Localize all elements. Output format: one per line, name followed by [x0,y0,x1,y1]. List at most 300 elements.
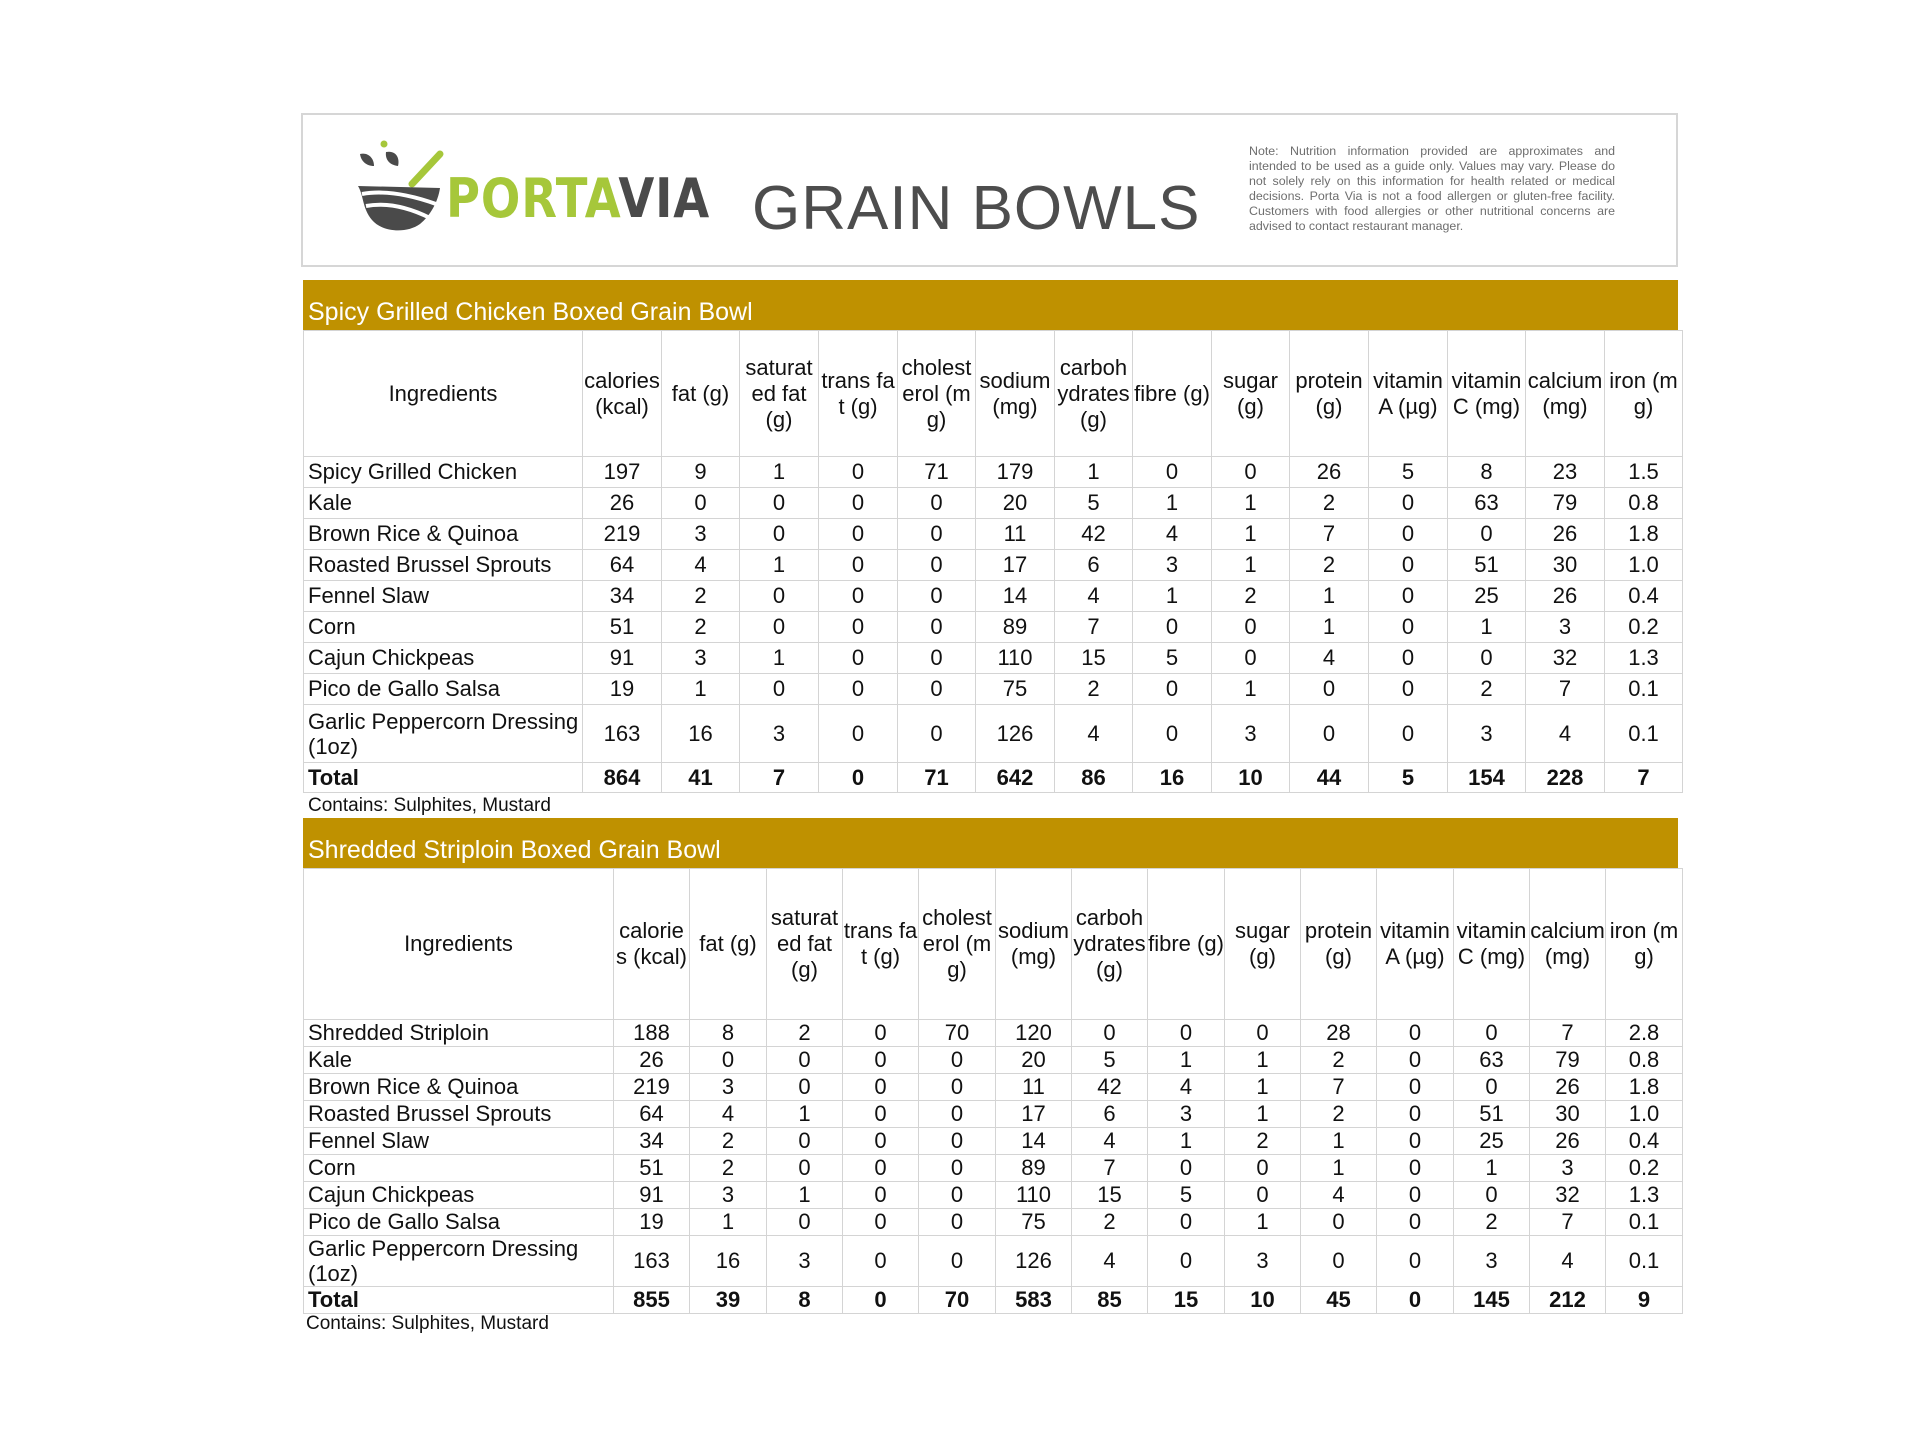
nutrition-table [303,330,1683,793]
nutrient-value: 63 [1454,1047,1530,1074]
column-header: sodium (mg) [976,331,1055,457]
nutrient-value: 1 [1133,581,1212,612]
table-row [304,1209,1683,1236]
nutrient-value: 1 [1301,1128,1377,1155]
total-cell: 0 [819,763,898,793]
nutrient-value: 1.3 [1606,1182,1683,1209]
nutrient-value: 126 [996,1236,1072,1287]
nutrient-value: 6 [1072,1101,1148,1128]
nutrient-value: 5 [1133,643,1212,674]
nutrient-value: 1 [740,550,819,581]
nutrient-value: 0 [843,1128,919,1155]
nutrient-value: 1 [1454,1155,1530,1182]
nutrient-value: 70 [919,1020,996,1047]
nutrient-value: 89 [976,612,1055,643]
nutrient-value: 0 [1133,457,1212,488]
nutrient-value: 0.2 [1605,612,1683,643]
nutrient-value: 14 [976,581,1055,612]
nutrient-value: 0.4 [1605,581,1683,612]
nutrient-value: 0.1 [1605,705,1683,763]
nutrient-value: 1 [1225,1074,1301,1101]
nutrient-value: 2 [1290,488,1369,519]
nutrient-value: 0 [1377,1101,1454,1128]
column-header: carbohydrates (g) [1055,331,1133,457]
nutrient-value: 15 [1072,1182,1148,1209]
nutrient-value: 0 [843,1155,919,1182]
total-cell: 145 [1454,1287,1530,1314]
nutrient-value: 75 [996,1209,1072,1236]
column-header: calcium (mg) [1530,869,1606,1020]
nutrient-value: 17 [996,1101,1072,1128]
column-header: protein (g) [1290,331,1369,457]
nutrient-value: 64 [614,1101,690,1128]
nutrient-value: 1 [1290,612,1369,643]
nutrient-value: 1 [690,1209,767,1236]
nutrient-value: 2 [690,1155,767,1182]
nutrient-value: 0 [1148,1155,1225,1182]
nutrient-value: 188 [614,1020,690,1047]
nutrient-value: 0 [767,1047,843,1074]
nutrient-value: 4 [1530,1236,1606,1287]
total-cell: 71 [898,763,976,793]
nutrient-value: 126 [976,705,1055,763]
nutrient-value: 163 [583,705,662,763]
column-header: fibre (g) [1148,869,1225,1020]
nutrient-value: 0 [819,550,898,581]
nutrient-value: 2.8 [1606,1020,1683,1047]
nutrient-value: 89 [996,1155,1072,1182]
nutrient-value: 0 [819,457,898,488]
nutrient-value: 3 [1212,705,1290,763]
nutrient-value: 75 [976,674,1055,705]
nutrient-value: 1 [1290,581,1369,612]
nutrient-value: 3 [1148,1101,1225,1128]
nutrient-value: 7 [1530,1209,1606,1236]
nutrient-value: 1 [740,643,819,674]
table-row [304,705,1683,763]
total-cell: 44 [1290,763,1369,793]
nutrient-value: 1 [740,457,819,488]
nutrient-value: 0 [1148,1209,1225,1236]
total-label: Total [304,763,583,793]
nutrient-value: 16 [690,1236,767,1287]
column-header: saturated fat (g) [740,331,819,457]
nutrient-value: 2 [662,581,740,612]
nutrient-value: 2 [1212,581,1290,612]
nutrient-value: 5 [1369,457,1448,488]
nutrient-value: 0 [1290,705,1369,763]
nutrient-value: 11 [996,1074,1072,1101]
column-header: trans fat (g) [819,331,898,457]
nutrient-value: 26 [583,488,662,519]
total-cell: 70 [919,1287,996,1314]
nutrient-value: 197 [583,457,662,488]
nutrient-value: 34 [583,581,662,612]
nutrient-value: 0 [1133,674,1212,705]
column-header: calories (kcal) [583,331,662,457]
nutrient-value: 0 [843,1236,919,1287]
nutrient-value: 0 [1212,457,1290,488]
nutrient-value: 19 [614,1209,690,1236]
column-header: sodium (mg) [996,869,1072,1020]
ingredient-name: Garlic Peppercorn Dressing (1oz) [304,705,583,763]
nutrient-value: 3 [1526,612,1605,643]
nutrient-value: 1 [1448,612,1526,643]
nutrient-value: 0 [1377,1020,1454,1047]
table-row [304,1101,1683,1128]
nutrient-value: 0 [1301,1236,1377,1287]
total-cell: 642 [976,763,1055,793]
nutrient-value: 7 [1055,612,1133,643]
nutrient-value: 0 [819,705,898,763]
brand-logo [356,138,711,248]
ingredient-name: Spicy Grilled Chicken [304,457,583,488]
total-cell: 864 [583,763,662,793]
nutrient-value: 0 [919,1236,996,1287]
column-header: Ingredients [304,331,583,457]
nutrient-value: 3 [690,1182,767,1209]
nutrient-value: 1.5 [1605,457,1683,488]
ingredient-name: Kale [304,488,583,519]
nutrient-value: 0 [1369,550,1448,581]
nutrient-value: 0 [740,581,819,612]
nutrient-value: 0 [767,1209,843,1236]
nutrient-value: 63 [1448,488,1526,519]
nutrient-value: 71 [898,457,976,488]
nutrient-value: 7 [1290,519,1369,550]
nutrient-value: 0 [767,1128,843,1155]
nutrient-value: 4 [1072,1128,1148,1155]
nutrient-value: 2 [1072,1209,1148,1236]
nutrient-value: 2 [1055,674,1133,705]
total-cell: 228 [1526,763,1605,793]
nutrient-value: 11 [976,519,1055,550]
nutrient-value: 179 [976,457,1055,488]
nutrient-value: 4 [1055,705,1133,763]
total-cell: 10 [1212,763,1290,793]
nutrient-value: 0 [898,612,976,643]
nutrient-value: 4 [1290,643,1369,674]
nutrient-value: 0 [1072,1020,1148,1047]
nutrient-value: 3 [662,643,740,674]
nutrient-value: 0 [1148,1236,1225,1287]
table-row [304,674,1683,705]
nutrient-value: 0 [662,488,740,519]
nutrient-value: 0 [898,550,976,581]
ingredient-name: Kale [304,1047,614,1074]
nutrient-value: 0 [919,1047,996,1074]
column-header: sugar (g) [1225,869,1301,1020]
nutrient-value: 9 [662,457,740,488]
nutrient-value: 51 [1448,550,1526,581]
nutrient-value: 4 [1148,1074,1225,1101]
column-header: cholesterol (mg) [898,331,976,457]
nutrient-value: 0 [1377,1047,1454,1074]
nutrient-value: 0 [1225,1155,1301,1182]
nutrient-value: 25 [1454,1128,1530,1155]
nutrient-value: 8 [690,1020,767,1047]
nutrient-value: 0 [1448,519,1526,550]
total-cell: 212 [1530,1287,1606,1314]
total-cell: 7 [1605,763,1683,793]
nutrient-value: 2 [1301,1101,1377,1128]
nutrient-value: 3 [1454,1236,1530,1287]
nutrient-value: 0 [740,488,819,519]
nutrient-value: 0 [1133,612,1212,643]
nutrient-value: 30 [1526,550,1605,581]
nutrient-value: 15 [1055,643,1133,674]
nutrient-value: 0 [898,674,976,705]
ingredient-name: Roasted Brussel Sprouts [304,550,583,581]
table-row [304,643,1683,674]
column-header: iron (mg) [1605,331,1683,457]
nutrient-value: 0 [1301,1209,1377,1236]
nutrient-value: 0 [898,643,976,674]
nutrient-value: 3 [690,1074,767,1101]
page-title: GRAIN BOWLS [752,174,1201,243]
total-row [304,1287,1683,1314]
table-body [304,457,1683,763]
nutrient-value: 4 [1133,519,1212,550]
nutrient-value: 0.1 [1606,1236,1683,1287]
total-cell: 85 [1072,1287,1148,1314]
nutrient-value: 0 [1454,1182,1530,1209]
total-cell: 45 [1301,1287,1377,1314]
table-row [304,1020,1683,1047]
nutrient-value: 0 [690,1047,767,1074]
nutrient-value: 42 [1055,519,1133,550]
nutrient-value: 4 [1072,1236,1148,1287]
ingredient-name: Brown Rice & Quinoa [304,1074,614,1101]
nutrient-value: 0 [1148,1020,1225,1047]
nutrient-value: 26 [1290,457,1369,488]
nutrient-value: 7 [1072,1155,1148,1182]
table-row [304,488,1683,519]
column-header: fat (g) [662,331,740,457]
nutrient-value: 16 [662,705,740,763]
nutrient-value: 0 [1212,612,1290,643]
nutrient-value: 1 [1212,674,1290,705]
nutrient-value: 163 [614,1236,690,1287]
nutrient-value: 0.4 [1606,1128,1683,1155]
nutrient-value: 0 [1377,1209,1454,1236]
nutrient-value: 0.1 [1605,674,1683,705]
column-header: cholesterol (mg) [919,869,996,1020]
nutrient-value: 91 [614,1182,690,1209]
ingredient-name: Pico de Gallo Salsa [304,1209,614,1236]
total-cell: 0 [1377,1287,1454,1314]
ingredient-name: Corn [304,1155,614,1182]
nutrient-value: 0 [819,643,898,674]
nutrient-value: 26 [1526,581,1605,612]
nutrient-value: 4 [1055,581,1133,612]
ingredient-name: Fennel Slaw [304,1128,614,1155]
total-cell: 15 [1148,1287,1225,1314]
nutrient-value: 5 [1072,1047,1148,1074]
column-header: vitamin A (µg) [1377,869,1454,1020]
nutrient-value: 0 [1369,581,1448,612]
nutrient-value: 0 [1454,1020,1530,1047]
nutrient-value: 0 [919,1182,996,1209]
nutrient-value: 7 [1301,1074,1377,1101]
total-row [304,763,1683,793]
nutrient-value: 120 [996,1020,1072,1047]
allergen-note: Contains: Sulphites, Mustard [308,795,551,816]
nutrient-value: 2 [1448,674,1526,705]
table-row [304,1236,1683,1287]
nutrient-value: 23 [1526,457,1605,488]
nutrient-value: 20 [976,488,1055,519]
nutrient-value: 64 [583,550,662,581]
total-cell: 583 [996,1287,1072,1314]
nutrient-value: 4 [1526,705,1605,763]
nutrient-value: 79 [1526,488,1605,519]
nutrient-value: 0 [1369,674,1448,705]
section-title-bar [303,280,1678,330]
nutrient-value: 34 [614,1128,690,1155]
nutrient-value: 0 [898,581,976,612]
column-header: vitamin C (mg) [1454,869,1530,1020]
table-row [304,519,1683,550]
nutrient-value: 1 [662,674,740,705]
nutrient-value: 17 [976,550,1055,581]
nutrient-value: 0 [1377,1236,1454,1287]
nutrient-value: 2 [1454,1209,1530,1236]
total-cell: 41 [662,763,740,793]
nutrient-value: 1 [767,1101,843,1128]
nutrient-value: 0 [919,1209,996,1236]
column-header: saturated fat (g) [767,869,843,1020]
nutrient-value: 2 [1225,1128,1301,1155]
column-header: trans fat (g) [843,869,919,1020]
column-header: protein (g) [1301,869,1377,1020]
allergen-note: Contains: Sulphites, Mustard [306,1313,549,1334]
nutrition-table [303,868,1683,1314]
table-row [304,1074,1683,1101]
nutrient-value: 51 [614,1155,690,1182]
column-header: Ingredients [304,869,614,1020]
nutrient-value: 0 [843,1020,919,1047]
nutrient-value: 1 [1212,519,1290,550]
column-header: vitamin C (mg) [1448,331,1526,457]
nutrient-value: 0 [1369,643,1448,674]
nutrient-value: 0 [1448,643,1526,674]
bowl-with-leaves-icon [356,138,446,238]
table-header-row [304,331,1683,457]
total-cell: 39 [690,1287,767,1314]
nutrient-value: 1 [1225,1209,1301,1236]
nutrient-value: 51 [583,612,662,643]
total-cell: 16 [1133,763,1212,793]
nutrient-value: 20 [996,1047,1072,1074]
nutrient-value: 0 [819,674,898,705]
nutrition-disclaimer: Note: Nutrition information provided are approximates and intended to be used as a guide only. Values may vary. Please do not solely rely on this information for health related or medical decisions. Porta Via is not a food allergen or gluten-free facility. Customers with food allergies or other nutritional concerns are advised to contact restaurant manager. [1249,144,1615,233]
nutrient-value: 1 [1212,550,1290,581]
table-row [304,1155,1683,1182]
table-row [304,1128,1683,1155]
total-label: Total [304,1287,614,1314]
total-cell: 86 [1055,763,1133,793]
table-row [304,581,1683,612]
nutrient-value: 0 [843,1047,919,1074]
nutrient-value: 0 [1212,643,1290,674]
nutrient-value: 79 [1530,1047,1606,1074]
table-row [304,612,1683,643]
nutrient-value: 0 [1369,612,1448,643]
nutrient-value: 0 [919,1101,996,1128]
nutrient-value: 3 [1225,1236,1301,1287]
nutrient-value: 1.0 [1605,550,1683,581]
nutrient-value: 1 [1212,488,1290,519]
nutrient-value: 0 [740,612,819,643]
nutrient-value: 0 [1369,519,1448,550]
total-cell: 855 [614,1287,690,1314]
nutrient-value: 2 [662,612,740,643]
nutrient-value: 1 [1133,488,1212,519]
nutrient-value: 0 [919,1155,996,1182]
nutrient-value: 4 [1301,1182,1377,1209]
nutrient-value: 5 [1055,488,1133,519]
nutrient-value: 0 [740,674,819,705]
nutrient-value: 91 [583,643,662,674]
nutrient-value: 0 [767,1155,843,1182]
nutrient-value: 0 [1369,705,1448,763]
nutrient-value: 1 [1301,1155,1377,1182]
column-header: vitamin A (µg) [1369,331,1448,457]
nutrient-value: 4 [690,1101,767,1128]
nutrient-value: 26 [1526,519,1605,550]
nutrient-value: 2 [1290,550,1369,581]
nutrient-value: 0 [843,1182,919,1209]
nutrient-value: 1 [1148,1128,1225,1155]
nutrient-value: 32 [1526,643,1605,674]
nutrient-value: 3 [1448,705,1526,763]
nutrient-value: 0 [819,612,898,643]
nutrient-value: 0 [898,705,976,763]
table-row [304,457,1683,488]
column-header: fibre (g) [1133,331,1212,457]
ingredient-name: Corn [304,612,583,643]
nutrient-value: 7 [1526,674,1605,705]
nutrient-value: 0 [843,1074,919,1101]
nutrient-value: 0.1 [1606,1209,1683,1236]
table-row [304,550,1683,581]
total-cell: 0 [843,1287,919,1314]
column-header: calcium (mg) [1526,331,1605,457]
nutrient-value: 0 [819,581,898,612]
ingredient-name: Pico de Gallo Salsa [304,674,583,705]
nutrient-value: 110 [976,643,1055,674]
nutrient-value: 28 [1301,1020,1377,1047]
ingredient-name: Cajun Chickpeas [304,643,583,674]
total-cell: 5 [1369,763,1448,793]
nutrient-value: 32 [1530,1182,1606,1209]
nutrient-value: 0.2 [1606,1155,1683,1182]
nutrient-value: 2 [767,1020,843,1047]
nutrient-value: 19 [583,674,662,705]
table-row [304,1047,1683,1074]
nutrient-value: 1 [1225,1047,1301,1074]
nutrient-value: 1 [1148,1047,1225,1074]
nutrient-value: 0 [1377,1074,1454,1101]
nutrient-value: 0 [1225,1020,1301,1047]
nutrient-value: 0 [767,1074,843,1101]
nutrient-value: 42 [1072,1074,1148,1101]
nutrient-value: 1.8 [1605,519,1683,550]
nutrient-value: 0 [1133,705,1212,763]
nutrient-value: 4 [662,550,740,581]
nutrient-value: 0.8 [1605,488,1683,519]
